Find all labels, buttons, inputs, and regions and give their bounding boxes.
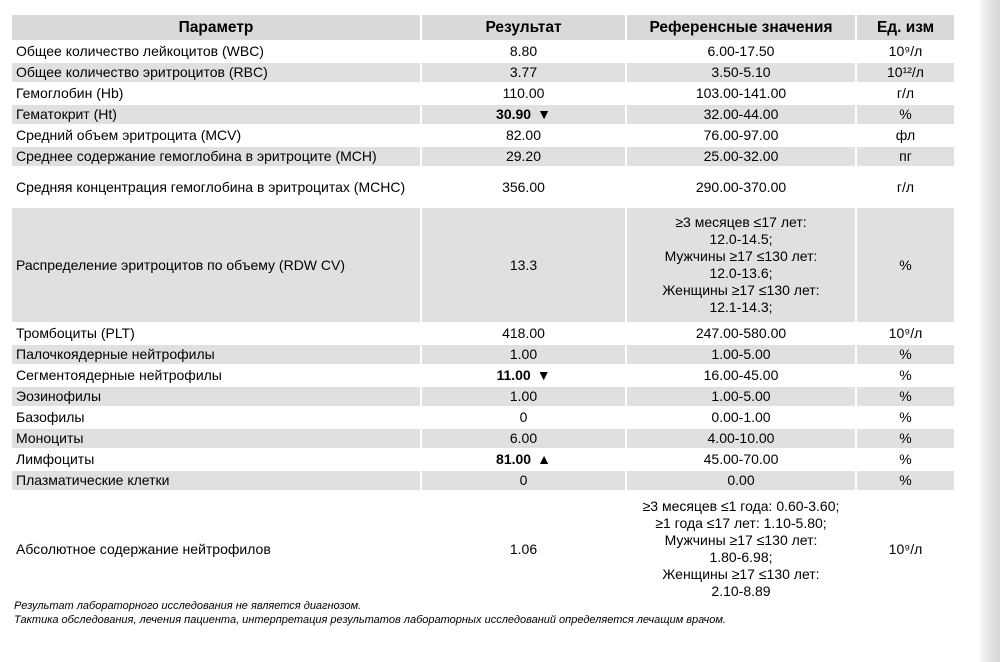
result-value: 110.00 <box>502 85 545 101</box>
cell-unit: 10⁹/л <box>888 43 923 59</box>
cell-reference: 6.00-17.50 <box>707 43 775 59</box>
cell-result <box>422 84 625 103</box>
cell-reference: 247.00-580.00 <box>695 325 787 341</box>
cell-reference: 45.00-70.00 <box>703 451 779 467</box>
cell-unit: г/л <box>896 85 915 101</box>
result-value: 1.06 <box>509 540 538 557</box>
cell-unit: фл <box>895 127 916 143</box>
cell-parameter: Среднее содержание гемоглобина в эритроците (MCH) <box>12 147 420 166</box>
cell-parameter: Тромбоциты (PLT) <box>16 325 135 341</box>
cell-parameter: Моноциты <box>12 429 420 448</box>
cell-parameter: Гематокрит (Ht) <box>12 105 420 124</box>
cell-unit: % <box>857 105 954 124</box>
cell-unit: % <box>857 429 954 448</box>
cell-reference: 1.00-5.00 <box>627 345 855 364</box>
result-value: 81.00 <box>496 451 532 467</box>
table-row <box>12 408 954 427</box>
cell-reference: 290.00-370.00 <box>695 178 787 195</box>
header-reference: Референсные значения <box>627 15 855 40</box>
cell-reference: 0.00 <box>627 471 855 490</box>
cell-parameter: Палочкоядерные нейтрофилы <box>12 345 420 364</box>
cell-reference: ≥3 месяцев ≤17 лет: 12.0-14.5; Мужчины ≥17 ≤130 лет: 12.0-13.6; Женщины ≥17 ≤130 лет: 12.1-14.3; <box>627 208 855 322</box>
result-value: 11.00 <box>496 367 531 383</box>
cell-reference: 16.00-45.00 <box>703 367 779 383</box>
cell-reference: ≥3 месяцев ≤1 года: 0.60-3.60; ≥1 года ≤17 лет: 1.10-5.80; Мужчины ≥17 ≤130 лет: 1.80-6.98; Женщины ≥17 ≤130 лет: 2.10-8.89 <box>642 498 840 599</box>
cell-parameter: Средняя концентрация гемоглобина в эритроцитах (MCHC) <box>16 178 406 195</box>
result-value: 82.00 <box>505 127 542 143</box>
result-value: 29.20 <box>505 148 542 164</box>
arrow-up-icon: ▲ <box>537 451 551 467</box>
table-row <box>12 387 954 406</box>
disclaimer-line: Результат лабораторного исследования не является диагнозом. <box>14 600 362 612</box>
table-row <box>12 429 954 448</box>
result-value: 1.00 <box>509 346 538 362</box>
table-row <box>12 208 954 322</box>
cell-result <box>422 408 625 427</box>
cell-parameter: Гемоглобин (Hb) <box>16 85 124 101</box>
cell-unit: % <box>857 387 954 406</box>
cell-reference: 25.00-32.00 <box>627 147 855 166</box>
result-value: 418.00 <box>502 325 545 341</box>
cell-unit: % <box>857 471 954 490</box>
table-row <box>12 126 954 145</box>
cell-result <box>422 345 625 364</box>
table-row <box>12 63 954 82</box>
cell-unit: 10⁹/л <box>888 325 923 341</box>
disclaimer-line: Тактика обследования, лечения пациента, интерпретация результатов лабораторных исследований определяется лечащим врачом. <box>14 614 726 626</box>
cell-unit: пг <box>857 147 954 166</box>
cell-reference: 3.50-5.10 <box>627 63 855 82</box>
cell-parameter: Лимфоциты <box>16 451 95 467</box>
header-result: Результат <box>422 15 625 40</box>
cell-reference: 103.00-141.00 <box>695 85 787 101</box>
cell-result <box>422 147 625 166</box>
table-row <box>12 471 954 490</box>
cell-parameter: Общее количество лейкоцитов (WBC) <box>16 43 264 59</box>
cell-result <box>422 208 625 322</box>
cell-reference: 32.00-44.00 <box>627 105 855 124</box>
result-value: 8.80 <box>509 43 538 59</box>
cell-result <box>422 168 625 206</box>
result-value: 1.00 <box>509 388 538 404</box>
result-value: 13.3 <box>509 256 538 273</box>
cell-unit: % <box>899 367 912 383</box>
cell-result <box>422 450 625 469</box>
disclaimer <box>14 599 914 627</box>
cell-result <box>422 429 625 448</box>
cell-unit: % <box>899 409 912 425</box>
table-row <box>12 105 954 124</box>
cell-reference: 76.00-97.00 <box>703 127 779 143</box>
table-row <box>12 492 954 606</box>
cell-unit: 10¹²/л <box>857 63 954 82</box>
cell-parameter: Эозинофилы <box>12 387 420 406</box>
lab-results-table <box>10 13 956 608</box>
cell-result <box>422 126 625 145</box>
result-value: 0 <box>519 409 528 425</box>
header-unit: Ед. изм <box>857 15 954 40</box>
page-edge-shadow <box>978 0 1000 662</box>
cell-result <box>422 387 625 406</box>
cell-reference: 0.00-1.00 <box>711 409 771 425</box>
cell-result <box>422 105 625 124</box>
cell-parameter: Абсолютное содержание нейтрофилов <box>16 540 271 557</box>
cell-result <box>422 492 625 606</box>
cell-result <box>422 366 625 385</box>
cell-unit: г/л <box>896 178 915 195</box>
table-row <box>12 42 954 61</box>
cell-result <box>422 471 625 490</box>
cell-reference: 1.00-5.00 <box>627 387 855 406</box>
arrow-down-icon: ▼ <box>536 367 551 383</box>
table-row <box>12 168 954 206</box>
table-row <box>12 324 954 343</box>
cell-parameter: Сегментоядерные нейтрофилы <box>16 367 222 383</box>
header-parameter: Параметр <box>12 15 420 40</box>
cell-parameter: Распределение эритроцитов по объему (RDW CV) <box>12 208 420 322</box>
cell-result <box>422 324 625 343</box>
table-row <box>12 345 954 364</box>
cell-parameter: Средний объем эритроцита (MCV) <box>16 127 242 143</box>
table-header-row <box>12 15 954 40</box>
cell-parameter: Плазматические клетки <box>12 471 420 490</box>
cell-reference: 4.00-10.00 <box>627 429 855 448</box>
table-row <box>12 450 954 469</box>
arrow-down-icon: ▼ <box>537 106 551 122</box>
result-value: 0 <box>519 472 528 488</box>
cell-result <box>422 63 625 82</box>
table-row <box>12 147 954 166</box>
cell-unit: 10⁹/л <box>888 540 923 557</box>
cell-parameter: Базофилы <box>16 409 85 425</box>
table-row <box>12 366 954 385</box>
cell-unit: % <box>857 208 954 322</box>
cell-unit: % <box>899 451 912 467</box>
cell-unit: % <box>857 345 954 364</box>
table-row <box>12 84 954 103</box>
cell-result <box>422 42 625 61</box>
result-value: 3.77 <box>509 64 538 80</box>
cell-parameter: Общее количество эритроцитов (RBC) <box>12 63 420 82</box>
result-value: 6.00 <box>509 430 538 446</box>
result-value: 30.90 <box>496 106 532 122</box>
result-value: 356.00 <box>502 178 545 195</box>
